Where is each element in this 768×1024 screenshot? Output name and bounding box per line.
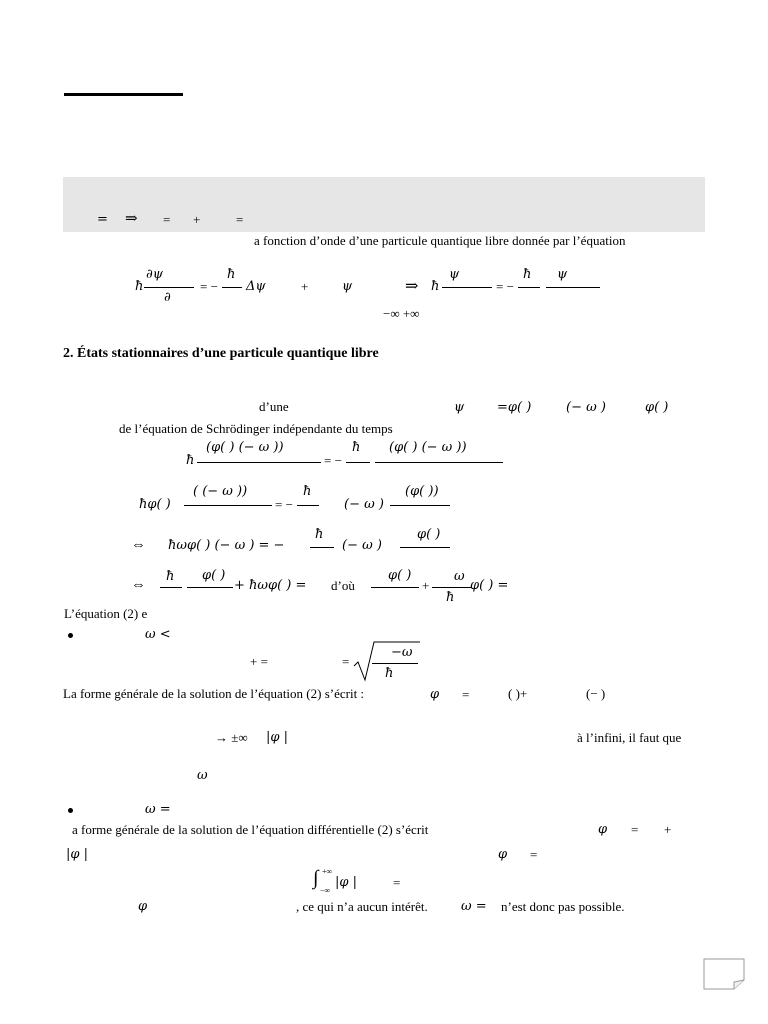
band-symbol-5: = xyxy=(236,212,244,227)
section-title: 2. États stationnaires d’une particule quantique libre xyxy=(63,346,379,361)
eqB-rnum2: (φ( )) xyxy=(405,484,439,499)
s2-exp: (− ω ) xyxy=(566,400,606,415)
eq1-rhs-num: ħ xyxy=(227,267,236,282)
highlight-band xyxy=(63,177,705,232)
eq1-lhs2-coef: ħ xyxy=(431,279,440,294)
case1-root-num: −ω xyxy=(391,645,413,660)
eqB-frac-3 xyxy=(390,505,450,506)
case1-eq-root: = xyxy=(342,654,350,669)
eqA-coef: ħ xyxy=(186,453,195,468)
case1-eqs: + = xyxy=(250,654,268,669)
eq1-rhs2-tail: ψ xyxy=(557,267,568,282)
eq1-lhs-num: ∂ψ xyxy=(146,267,163,282)
eqC-rnum2: φ( ) xyxy=(417,527,441,542)
diff-plus: + xyxy=(664,822,672,837)
eqC-rnum: ħ xyxy=(315,527,324,542)
general-solution-text: La forme générale de la solution de l’équation (2) s’écrit : xyxy=(63,686,365,701)
s2-psi: ψ xyxy=(454,400,465,415)
eq1-rhs-tail: Δψ xyxy=(246,279,266,294)
last-tail: n’est donc pas possible. xyxy=(501,899,625,914)
eq1-frac-4 xyxy=(518,287,540,288)
eq1-psi: ψ xyxy=(342,279,353,294)
general-p2: (− ) xyxy=(586,686,606,701)
eqC-frac-1 xyxy=(310,547,334,548)
eqD-num1: ħ xyxy=(166,569,175,584)
s2-indep: de l’équation de Schrödinger indépendante du temps xyxy=(119,421,393,436)
eqB-rnum: ħ xyxy=(303,484,312,499)
abs-line-abs: |φ | xyxy=(66,847,88,862)
eqC-frac-2 xyxy=(400,547,450,548)
band-symbol-3: = xyxy=(163,212,171,227)
diff-eq: = xyxy=(631,822,639,837)
eq1-implies: ⇒ xyxy=(405,278,419,295)
eqD-num3: φ( ) xyxy=(388,568,412,583)
eq1-eq-minus: = − xyxy=(200,279,218,294)
eqC-lhs: ħωφ( ) (− ω ) = − xyxy=(168,538,285,553)
limit-abs: |φ | xyxy=(266,730,288,745)
last-omega: ω = xyxy=(461,899,487,914)
eq1-lhs-coef: ħ xyxy=(135,279,144,294)
eq1-frac-2 xyxy=(222,287,242,288)
header-rule xyxy=(64,93,183,96)
limit-arrow: → ±∞ xyxy=(215,730,248,745)
eqD-frac-1 xyxy=(160,587,182,588)
integral-sign: ∫ xyxy=(313,867,319,889)
eqA-frac-3 xyxy=(375,462,503,463)
limit-tail: à l’infini, il faut que xyxy=(577,730,682,745)
integral-eq: = xyxy=(393,875,401,890)
eq1-frac-3 xyxy=(442,287,492,288)
eqD-num2: φ( ) xyxy=(202,568,226,583)
eqD-den4: ħ xyxy=(446,590,455,605)
eqA-eq: = − xyxy=(324,453,342,468)
general-phi: φ xyxy=(430,687,440,702)
eq1-lhs-den: ∂ xyxy=(164,290,171,305)
case1-cond: ω < xyxy=(145,627,171,642)
eq2-line: L’équation (2) e xyxy=(64,606,148,621)
eqA-rnum: ħ xyxy=(352,440,361,455)
eq1-limits: −∞ +∞ xyxy=(383,306,420,321)
s2-phi: φ( ) xyxy=(645,400,669,415)
eq1-frac-1 xyxy=(144,287,194,288)
eqA-num: (φ( ) (− ω )) xyxy=(206,440,284,455)
case1-root-frac xyxy=(372,663,418,664)
abs-line-phi: φ xyxy=(498,847,508,862)
eqB-eq: = − xyxy=(275,497,293,512)
eqB-lhs: ħφ( ) xyxy=(139,497,171,512)
page-curl-icon xyxy=(703,958,745,990)
integral-lower: −∞ xyxy=(320,886,331,895)
eqD-frac-4 xyxy=(432,587,472,588)
eqB-mid: (− ω ) xyxy=(344,497,384,512)
case1-root-den: ħ xyxy=(385,666,394,681)
eqD-frac-2 xyxy=(187,587,233,588)
bullet-case1 xyxy=(68,633,73,638)
case2-cond: ω = xyxy=(145,802,171,817)
eqA-frac-2 xyxy=(346,462,370,463)
integral-upper: +∞ xyxy=(322,867,333,876)
abs-line-eq: = xyxy=(530,847,538,862)
omega-alone: ω xyxy=(197,768,208,783)
general-eq: = xyxy=(462,687,470,702)
eq1-rhs2-num: ħ xyxy=(523,267,532,282)
s2-form: =φ( ) xyxy=(497,400,532,415)
eqB-frac-1 xyxy=(184,505,272,506)
eqD-dou: d’où xyxy=(331,578,355,593)
eqC-mid: (− ω ) xyxy=(342,538,382,553)
eqD-mid: + ħωφ( ) = xyxy=(234,578,307,593)
general-p1: ( )+ xyxy=(508,686,528,701)
eqD-num4: ω xyxy=(454,569,465,584)
last-text: , ce qui n’a aucun intérêt. xyxy=(296,899,428,914)
eq1-plus: + xyxy=(301,279,309,294)
eqC-arrow: ⇔ xyxy=(131,537,146,553)
band-symbol-2: ⇒ xyxy=(125,211,138,227)
s2-dune: d’une xyxy=(259,399,289,414)
integral-body: |φ | xyxy=(335,875,357,890)
eqA-rnum2: (φ( ) (− ω )) xyxy=(389,440,467,455)
eqD-frac-3 xyxy=(371,587,419,588)
eq1-lhs2-num: ψ xyxy=(449,267,460,282)
intro-text: a fonction d’onde d’une particule quantique libre donnée par l’équation xyxy=(254,233,626,248)
band-symbol-1: = xyxy=(97,212,108,227)
diff-phi: φ xyxy=(598,822,608,837)
eqD-arrow: ⇔ xyxy=(131,577,146,593)
bullet-case2 xyxy=(68,808,73,813)
last-phi: φ xyxy=(138,899,148,914)
eqB-num: ( (− ω )) xyxy=(193,484,248,499)
eqB-frac-2 xyxy=(297,505,319,506)
diff-solution-text: a forme générale de la solution de l’équation différentielle (2) s’écrit xyxy=(72,822,429,837)
band-symbol-4: + xyxy=(193,212,201,227)
eqA-frac-1 xyxy=(197,462,321,463)
eqD-plus: + xyxy=(422,578,430,593)
eq1-frac-5 xyxy=(546,287,600,288)
eqD-tail: φ( ) = xyxy=(470,578,509,593)
eq1-eq2-minus: = − xyxy=(496,279,514,294)
